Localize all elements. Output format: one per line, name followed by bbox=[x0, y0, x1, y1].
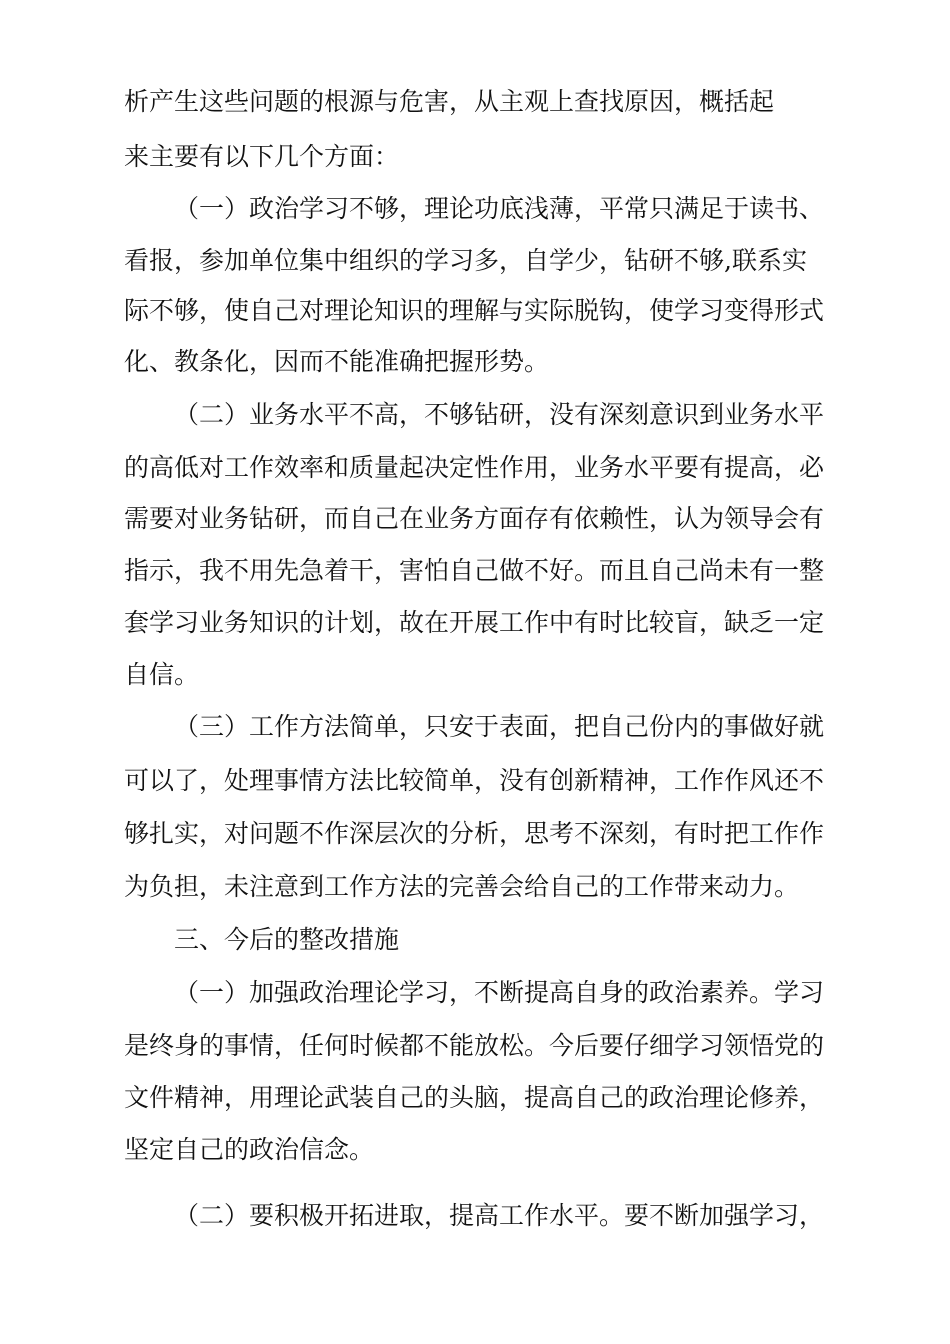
text-line: 为负担，未注意到工作方法的完善会给自己的工作带来动力。 bbox=[124, 872, 800, 901]
text-line: 够扎实，对问题不作深层次的分析，思考不深刻，有时把工作作 bbox=[124, 819, 825, 848]
text-line: 来主要有以下几个方面： bbox=[124, 142, 400, 171]
text-line: 套学习业务知识的计划，故在开展工作中有时比较盲，缺乏一定 bbox=[124, 608, 825, 637]
text-line: 是终身的事情，任何时候都不能放松。今后要仔细学习领悟党的 bbox=[124, 1031, 825, 1060]
text-line: 际不够，使自己对理论知识的理解与实际脱钩，使学习变得形式 bbox=[124, 296, 825, 325]
paragraph-heading-line: （二）要积极开拓进取，提高工作水平。要不断加强学习， bbox=[174, 1201, 825, 1230]
paragraph-heading-line: （三）工作方法简单，只安于表面，把自己份内的事做好就 bbox=[174, 712, 825, 741]
text-line: 坚定自己的政治信念。 bbox=[124, 1135, 375, 1164]
text-line: 析产生这些问题的根源与危害，从主观上查找原因，概括起 bbox=[124, 87, 775, 116]
text-line: 自信。 bbox=[124, 660, 200, 689]
text-line: 的高低对工作效率和质量起决定性作用，业务水平要有提高，必 bbox=[124, 453, 825, 482]
paragraph-heading-line: （二）业务水平不高，不够钻研，没有深刻意识到业务水平 bbox=[174, 400, 825, 429]
text-line: 需要对业务钻研，而自己在业务方面存有依赖性，认为领导会有 bbox=[124, 504, 825, 533]
text-line: 可以了，处理事情方法比较简单，没有创新精神，工作作风还不 bbox=[124, 766, 825, 795]
text-line: 化、教条化，因而不能准确把握形势。 bbox=[124, 347, 550, 376]
text-line: 看报，参加单位集中组织的学习多，自学少，钻研不够,联系实 bbox=[124, 246, 807, 275]
text-line: 文件精神，用理论武装自己的头脑，提高自己的政治理论修养， bbox=[124, 1083, 825, 1112]
paragraph-heading-line: （一）政治学习不够，理论功底浅薄，平常只满足于读书、 bbox=[174, 194, 825, 223]
text-line: 指示，我不用先急着干，害怕自己做不好。而且自己尚未有一整 bbox=[124, 556, 825, 585]
section-heading: 三、今后的整改措施 bbox=[174, 925, 400, 954]
paragraph-heading-line: （一）加强政治理论学习，不断提高自身的政治素养。学习 bbox=[174, 978, 825, 1007]
